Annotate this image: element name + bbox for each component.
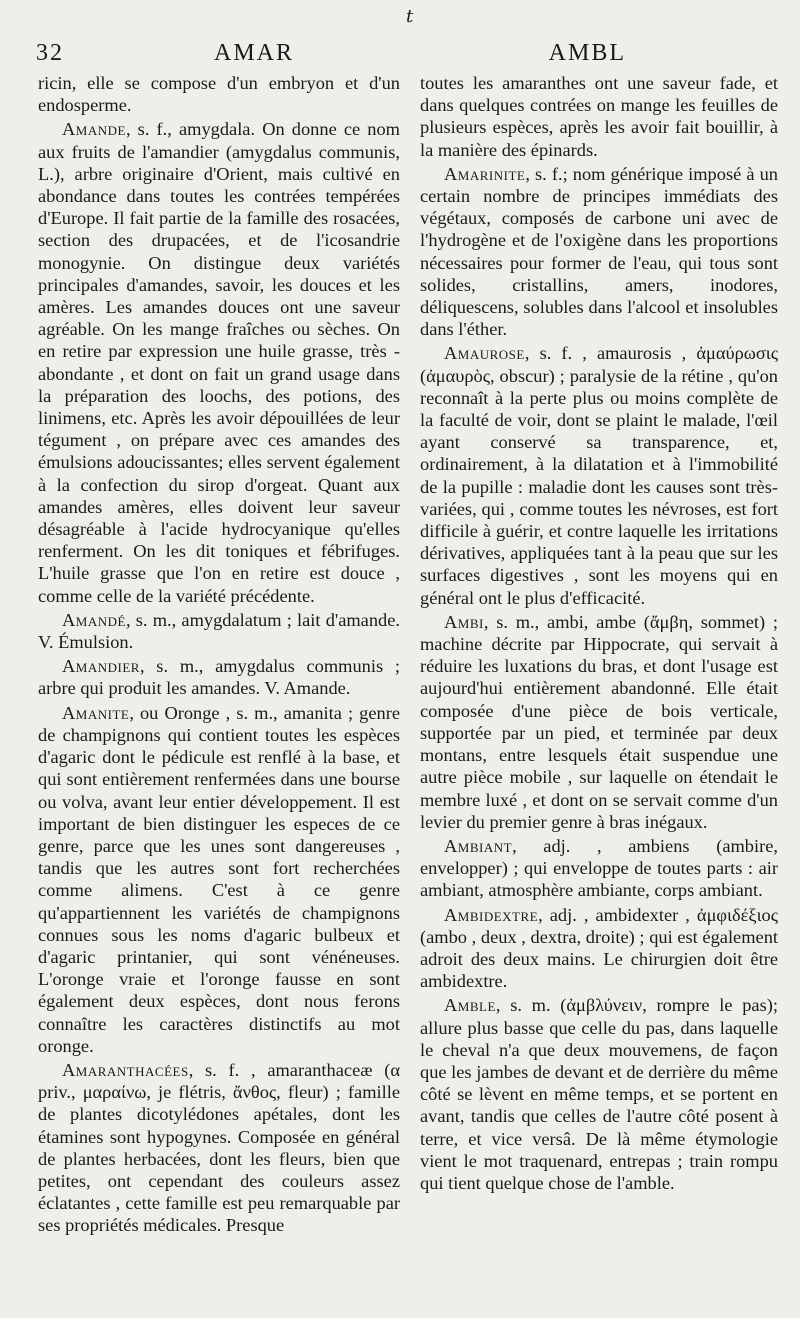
dictionary-entry [38,1059,400,1237]
right-column [420,72,778,1292]
entry-head: Amarinite [444,163,526,184]
entry-text: , s. f. , amaranthaceæ (α priv., μαραίνω, je flétris, ἄνθος, fleur) ; famille de plantes dicotylédones apétales, dont les étamines sont hypogynes. Composée en général de plantes herbacées, dont les fleurs, bien que petites, ont cependant des couleurs assez éclatantes , cette famille est peu remarquable par ses propriétés médicales. Presque [38,1059,400,1236]
entry-text: , s. m., amygdalus communis ; arbre qui produit les amandes. V. Amande. [38,656,400,699]
page-number: 32 [36,40,64,66]
entry-text: , s. m., ambi, ambe (ἄμβη, sommet) ; machine décrite par Hippocrate, qui servait à réduire les luxations du bras, et dont l'usage est aujourd'hui entièrement abandonné. Elle était composée d'une pièce de bois verticale, supportée par un pied, et terminée par deux montans, entre lesquels était suspendue une autre pièce mobile , sur laquelle on étendait le membre luxé , et dont on se servait comme d'un levier du premier genre à bras inégaux. [420,611,778,832]
dictionary-entry [420,994,778,1194]
entry-head: Amanite [62,702,130,723]
top-mark: t [406,6,414,27]
entry-text: , s. f.; nom générique imposé à un certain nombre de principes immédiats des végétaux, composés de carbone uni avec de l'hydrogène et de l'oxigène dans les proportions nécessaires pour former de l'eau, qui tous sont solides, cristallins, amers, inodores, déliquescens, solubles dans l'alcool et insolubles dans l'éther. [420,163,778,340]
entry-text: , s. f., amygdala. On donne ce nom aux fruits de l'amandier (amygdalus communis, L.), arbre originaire d'Orient, mais cultivé en abondance dans toutes les contrées tempérées d'Europe. Il fait partie de la famille des rosacées, section des drupacées, et de l'icosandrie monogynie. On distingue deux variétés principales d'amandes, savoir, les douces et les amères. Les amandes douces ont une saveur agréable. On les mange fraîches ou sèches. On en retire par expression une huile grasse, très - abondante , et dont on fait un grand usage dans la préparation des loochs, des potions, des linimens, etc. Après les avoir dépouillées de leur tégument , on prépare avec ces amandes des émulsions adoucissantes; elles servent également à la confection du sirop d'orgeat. Quant aux amandes amères, elles doivent leur saveur désagréable à l'acide hydrocyanique qu'elles renferment. On les dit toniques et fébrifuges. L'huile grasse que l'on en retire est douce , comme celle de la variété précédente. [38,119,400,606]
entry-text: , ou Oronge , s. m., amanita ; genre de champignons qui contient toutes les espèces d'agaric dont le pédicule est renflé à la base, et qui sont entièrement renfermées dans une bourse ou volva, avant leur entier développement. Il est important de bien distinguer les especes de ce genre, parce que les unes sont dangereuses , tandis que les autres sont fort recherchées comme alimens. C'est à ce genre qu'appartiennent les variétés de champignons connues sous les noms d'agaric bulbeux et d'agaric printanier, qui sont vénéneuses. L'oronge vraie et l'oronge fausse en sont également deux espèces, dont nous ferons connaître les caractères distinctifs au mot oronge. [38,702,400,1056]
entry-text: , adj. , ambidexter , ἀμφιδέξιος (ambo , deux , dextra, droite) ; qui est également adroit des deux mains. Le chirurgien doit être ambidextre. [420,904,778,992]
header-right-word: AMBL [548,40,626,66]
paragraph: toutes les amaranthes ont une saveur fade, et dans quelques contrées on mange les feuilles de plusieurs espèces, après les avoir fait bouillir, à la manière des épinards. [420,73,778,160]
entry-head: Amaurose [444,343,525,364]
paragraph: ricin, elle se compose d'un embryon et d'un endosperme. [38,73,400,116]
header-left-word: AMAR [214,40,295,66]
dictionary-entry [420,611,778,833]
dictionary-entry [38,655,400,699]
entry-head: Amble [444,995,496,1016]
entry-text: , adj. , ambiens (ambire, envelopper) ; qui enveloppe de toutes parts : air ambiant, atmosphère ambiante, corps ambiant. [420,835,778,901]
dictionary-entry [420,835,778,902]
entry-head: Ambiant [444,835,513,856]
running-header [36,40,776,70]
dictionary-entry [38,702,400,1057]
entry-head: Amandé [62,609,126,630]
entry-text: , s. m. (ἀμβλύνειν, rompre le pas); allure plus basse que celle du pas, dans laquelle le cheval n'a que deux mouvemens, de façon que les jambes de devant et de derrière du même côté se lèvent en même temps, et se portent en avant, tandis que celles de l'autre côté posent à terre, et vice versâ. De là même étymologie vient le mot traquenard, entrepas ; train rompu qui tient quelque chose de l'amble. [420,995,778,1193]
entry-head: Ambidextre [444,904,539,925]
dictionary-entry [420,904,778,993]
dictionary-entry [420,342,778,608]
entry-text: , s. f. , amaurosis , ἀμαύρωσις (ἀμαυρὸς, obscur) ; paralysie de la rétine , qu'on reconnaît à la perte plus ou moins complète de la faculté de voir, dont se plaint le malade, l'œil ayant conservé sa transparence, et, ordinairement, à la dilatation et à l'immobilité de la pupille : maladie dont les causes sont très-variées, qui , comme toutes les névroses, est fort difficile à guérir, et contre laquelle les irritations dérivatives, appliquées tant à la peau que sur les surfaces digestives , sont les moyens qui en général ont le plus d'efficacité. [420,343,778,608]
entry-head: Amande [62,119,126,140]
dictionary-entry [38,609,400,653]
dictionary-entry [420,163,778,341]
entry-head: Ambi [444,611,484,632]
entry-head: Amandier [62,656,140,677]
left-column [38,72,400,1292]
dictionary-entry [38,118,400,606]
entry-head: Amaranthacées [62,1059,189,1080]
entry-text: , s. m., amygdalatum ; lait d'amande. V. Émulsion. [38,609,400,653]
